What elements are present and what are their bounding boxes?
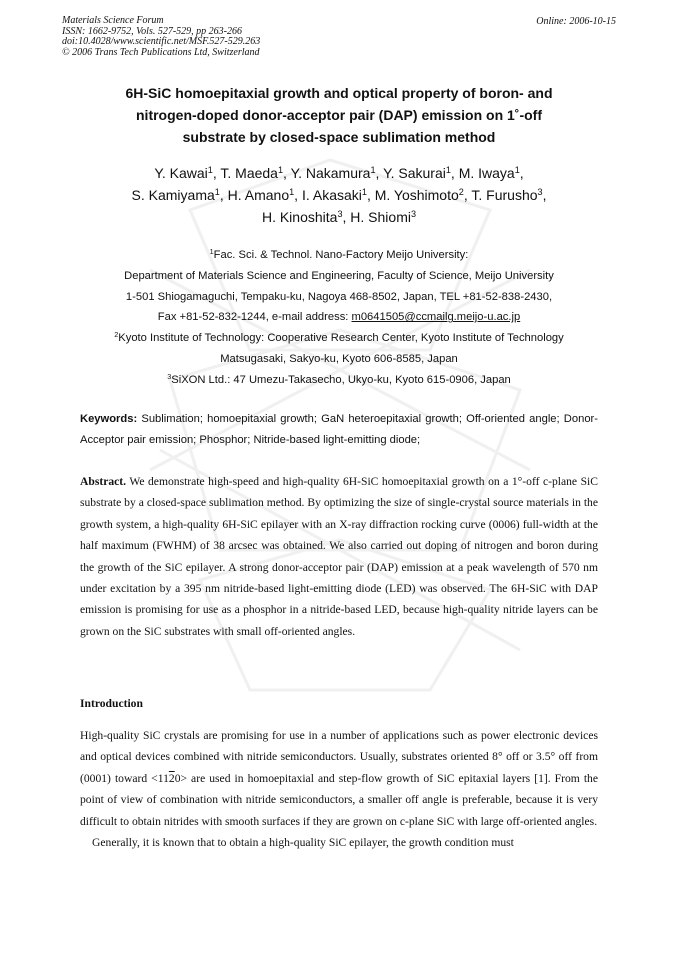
author-line: Y. Kawai$^1$, T. Maeda$^1$, Y. Nakamura$^1$, Y. Sakurai$^1$, M. Iwaya$^1$, <box>154 165 524 181</box>
affiliation-1-address: 1-501 Shiogamaguchi, Tempaku-ku, Nagoya 468-8502, Japan, TEL +81-52-838-2430, <box>125 290 553 303</box>
doi-line: doi:10.4028/www.scientific.net/MSF.527-529.263 <box>62 36 261 48</box>
title-line: 6H-SiC homoepitaxial growth and optical property of boron- and <box>125 85 553 101</box>
title-line: nitrogen-doped donor-acceptor pair (DAP) emission on 1˚-off <box>136 107 542 123</box>
journal-name: Materials Science Forum <box>62 15 164 26</box>
online-date: Online: 2006-10-15 <box>536 16 616 27</box>
paper-title <box>80 82 598 148</box>
author: M. Yoshimoto$^2$ <box>374 187 464 203</box>
author-line: H. Kinoshita$^3$, H. Shiomi$^3$ <box>261 209 417 225</box>
overbar-index: 2 <box>168 771 175 785</box>
abstract <box>80 471 598 642</box>
affiliation-1: $^1$Fac. Sci. & Technol. Nano-Factory Meijo University: <box>209 247 469 261</box>
affiliation-2: $^2$Kyoto Institute of Technology: Cooperative Research Center, Kyoto Institute of Technology <box>114 330 564 345</box>
affiliation-1-department: Department of Materials Science and Engineering, Faculty of Science, Meijo University <box>124 269 554 282</box>
affiliation-1-contact: Fax +81-52-832-1244, e-mail address: m0641505@ccmailg.meijo-u.ac.jp <box>157 311 521 324</box>
author: S. Kamiyama$^1$ <box>131 187 220 203</box>
author: Y. Kawai$^1$ <box>154 165 213 181</box>
author-list <box>80 162 598 228</box>
author: Y. Sakurai$^1$ <box>383 165 451 181</box>
section-heading-introduction: Introduction <box>80 697 143 710</box>
keywords <box>80 409 598 451</box>
author: T. Furusho$^3$ <box>471 187 543 203</box>
author: H. Amano$^1$ <box>227 187 295 203</box>
author: T. Maeda$^1$ <box>220 165 284 181</box>
author: H. Shiomi$^3$ <box>350 209 417 225</box>
paragraph: Generally, it is known that to obtain a high-quality SiC epilayer, the growth condition must <box>92 836 514 850</box>
author: M. Iwaya$^1$ <box>458 165 520 181</box>
author: H. Kinoshita$^3$ <box>261 209 343 225</box>
author: I. Akasaki$^1$ <box>301 187 367 203</box>
keywords-label: Keywords: <box>80 413 138 425</box>
title-line: substrate by closed-space sublimation method <box>182 129 496 145</box>
author: Y. Nakamura$^1$ <box>290 165 376 181</box>
issn-line: ISSN: 1662-9752, Vols. 527-529, pp 263-266 <box>62 25 242 37</box>
abstract-label: Abstract. <box>80 475 127 488</box>
keywords-text: Sublimation; homoepitaxial growth; GaN heteroepitaxial growth; Off-oriented angle; Donor-Acceptor pair emission; Phosphor; Nitride-based light-emitting diode; <box>80 413 598 446</box>
journal-header <box>62 16 422 58</box>
abstract-text: We demonstrate high-speed and high-quality 6H-SiC homoepitaxial growth on a 1°-off c-plane SiC substrate by a closed-space sublimation method. By optimizing the size of single-crystal source materials in the growth system, a high-quality 6H-SiC epilayer with an X-ray diffraction rocking curve (0006) full-width at the half maximum (FWHM) of 38 arcsec was obtained. We also carried out doping of nitrogen and boron during the growth of the SiC epilayer. A strong donor-acceptor pair (DAP) emission at a peak wavelength of 570 nm under excitation by a 395 nm nitride-based light-emitting diode (LED) was observed. The 6H-SiC with DAP emission is promising for use as a phosphor in a nitride-based LED, because high-quality nitride layers can be grown on the SiC substrates with small off-oriented angles. <box>80 475 598 638</box>
affiliations <box>76 245 602 391</box>
introduction-body <box>80 725 598 853</box>
copyright-line: © 2006 Trans Tech Publications Ltd, Switzerland <box>62 46 260 58</box>
author-line: S. Kamiyama$^1$, H. Amano$^1$, I. Akasaki$^1$, M. Yoshimoto$^2$, T. Furusho$^3$, <box>131 187 547 203</box>
affiliation-3: $^3$SiXON Ltd.: 47 Umezu-Takasecho, Ukyo-ku, Kyoto 615-0906, Japan <box>167 371 511 386</box>
paragraph: High-quality SiC crystals are promising for use in a number of applications such as power electronic devices and optical devices combined with nitride semiconductors. Usually, substrates oriented 8° off or 3.5° off from (0001) toward <1120> are used in homoepitaxial and step-flow growth of SiC epitaxial layers [1]. From the point of view of combination with nitride semiconductors, a smaller off angle is preferable, because it is very difficult to obtain nitrides with smooth surfaces if they are grown on c-plane SiC with large off-oriented angles. <box>80 729 598 828</box>
affiliation-2-address: Matsugasaki, Sakyo-ku, Kyoto 606-8585, Japan <box>220 352 458 365</box>
email-link[interactable]: m0641505@ccmailg.meijo-u.ac.jp <box>351 311 521 324</box>
